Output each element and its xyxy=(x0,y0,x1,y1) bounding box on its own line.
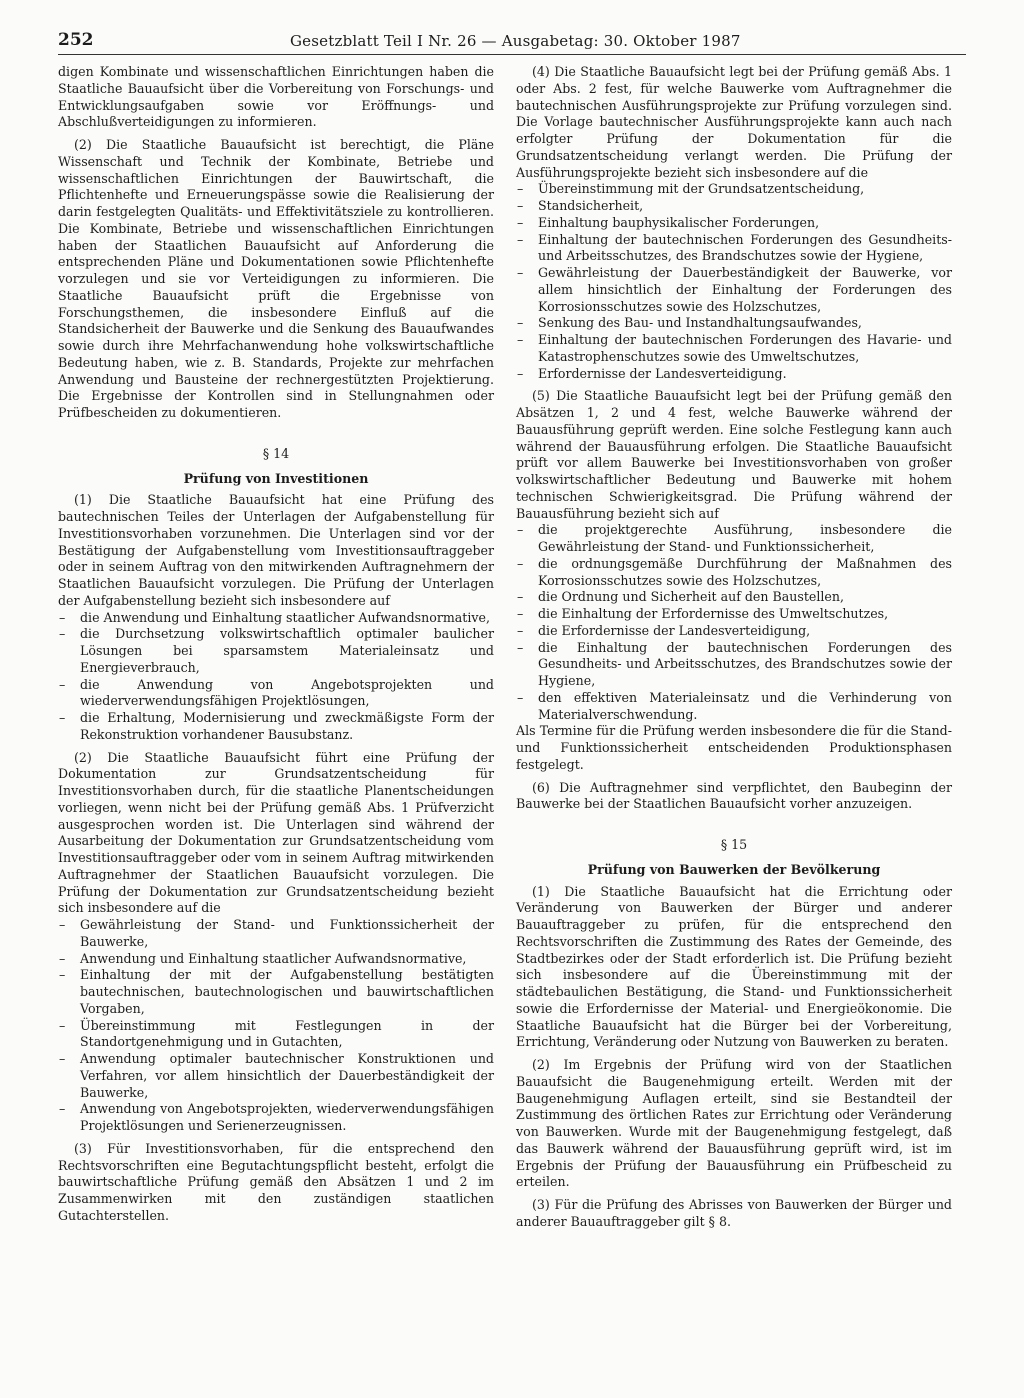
s14-list-2 xyxy=(58,917,494,1135)
list-item: – Übereinstimmung mit der Grundsatzentscheidung, xyxy=(516,181,952,198)
list-item: – Anwendung optimaler bautechnischer Konstruktionen und Verfahren, vor allem hinsichtlich der Dauerbeständigkeit der Bauwerke, xyxy=(58,1051,494,1101)
s15-paragraph-3: (3) Für die Prüfung des Abrisses von Bauwerken der Bürger und anderer Bauauftraggeber gilt § 8. xyxy=(516,1197,952,1229)
list-item: – Anwendung und Einhaltung staatlicher Aufwandsnormative, xyxy=(58,951,494,968)
list-item: – Übereinstimmung mit Festlegungen in der Standortgenehmigung und in Gutachten, xyxy=(58,1018,494,1052)
s14-paragraph-2: (2) Die Staatliche Bauaufsicht führt eine Prüfung der Dokumentation zur Grundsatzentscheidung für Investitionsvorhaben durch, für die staatliche Planentscheidungen vorliegen, wenn nicht bei der Prüfung gemäß Abs. 1 Prüfverzicht ausgesprochen worden ist. Die Unterlagen sind während der Ausarbeitung der Dokumentation zur Grundsatzentscheidung vom Investitionsauftraggeber oder vom in seinem Auftrag mitwirkenden Auftragnehmer der Staatlichen Bauaufsicht vorzulegen. Die Prüfung der Dokumentation zur Grundsatzentscheidung bezieht sich insbesondere auf die xyxy=(58,749,494,916)
list-item: – Einhaltung der bautechnischen Forderungen des Havarie- und Katastrophenschutzes sowie des Umweltschutzes, xyxy=(516,332,952,366)
s14-paragraph-5-conclusion: Als Termine für die Prüfung werden insbesondere die für die Stand- und Funktionssicherheit entscheidenden Produktionsphasen festgelegt. xyxy=(516,723,952,772)
list-item: – die Einhaltung der Erfordernisse des Umweltschutzes, xyxy=(516,606,952,623)
s15-paragraph-1: (1) Die Staatliche Bauaufsicht hat die Errichtung oder Veränderung von Bauwerken der Bürger und anderer Bauauftraggeber zu prüfen, für die entsprechend den Rechtsvorschriften die Zustimmung des Rates der Gemeinde, des Stadtbezirkes oder der Stadt erforderlich ist. Die Prüfung bezieht sich insbesondere auf die Übereinstimmung mit der städtebaulichen Bestätigung, die Stand- und Funktionssicherheit sowie die Erfordernisse der Material- und Energieökonomie. Die Staatliche Bauaufsicht hat die Bürger bei der Vorbereitung, Errichtung, Veränderung oder Nutzung von Bauwerken zu beraten. xyxy=(516,883,952,1050)
list-item: – die Anwendung und Einhaltung staatlicher Aufwandsnormative, xyxy=(58,610,494,627)
list-item: – Erfordernisse der Landesverteidigung. xyxy=(516,366,952,383)
list-item: – Anwendung von Angebotsprojekten, wiederverwendungsfähigen Projektlösungen und Serienerzeugnissen. xyxy=(58,1101,494,1135)
s14-paragraph-3: (3) Für Investitionsvorhaben, für die entsprechend den Rechtsvorschriften eine Begutachtungspflicht besteht, erfolgt die bauwirtschaftliche Prüfung gemäß den Absätzen 1 und 2 im Zusammenwirken mit den zuständigen staatlichen Gutachterstellen. xyxy=(58,1140,494,1223)
list-item: – Standsicherheit, xyxy=(516,198,952,215)
s14-paragraph-4: (4) Die Staatliche Bauaufsicht legt bei der Prüfung gemäß Abs. 1 oder Abs. 2 fest, für welche Bauwerke vom Auftragnehmer die bautechnischen Ausführungsprojekte zur Prüfung vorzulegen sind. Die Vorlage bautechnischer Ausführungsprojekte kann auch nach erfolgter Prüfung der Dokumentation für die Grundsatzentscheidung verlangt werden. Die Prüfung der Ausführungsprojekte bezieht sich insbesondere auf die xyxy=(516,64,952,180)
list-item: – die Anwendung von Angebotsprojekten und wiederverwendungsfähigen Projektlösungen, xyxy=(58,677,494,711)
list-item: – Gewährleistung der Dauerbeständigkeit der Bauwerke, vor allem hinsichtlich der Einhaltung der Forderungen des Korrosionsschutzes sowie des Holzschutzes, xyxy=(516,265,952,315)
s15-paragraph-2: (2) Im Ergebnis der Prüfung wird von der Staatlichen Bauaufsicht die Baugenehmigung erteilt. Werden mit der Baugenehmigung Auflagen erteilt, sind sie Bestandteil der Zustimmung des örtlichen Rates zur Errichtung oder Veränderung von Bauwerken. Wurde mit der Baugenehmigung festgelegt, daß das Bauwerk während der Bauausführung geprüft wird, ist im Ergebnis der Prüfung der Bauausführung ein Prüfbescheid zu erteilen. xyxy=(516,1057,952,1190)
paragraph-continued: digen Kombinate und wissenschaftlichen Einrichtungen haben die Staatliche Bauaufsicht über die Vorbereitung von Forschungs- und Entwicklungsaufgaben sowie vor Eröffnungs- und Abschlußverteidigungen zu informieren. xyxy=(58,64,494,130)
section-14-title: Prüfung von Investitionen xyxy=(183,470,369,486)
page-header xyxy=(58,32,966,55)
paragraph-2: (2) Die Staatliche Bauaufsicht ist berechtigt, die Pläne Wissenschaft und Technik der Kombinate, Betriebe und wissenschaftlichen Einrichtungen der Bauwirtschaft, die Pflichtenhefte und Erneuerungspässe sowie die Realisierung der darin festgelegten Qualitäts- und Effektivitätsziele zu kontrollieren. Die Kombinate, Betriebe und wissenschaftlichen Einrichtungen haben der Staatlichen Bauaufsicht auf Anforderung die entsprechenden Pläne und Dokumentationen sowie Pflichtenhefte vorzulegen und sie vor Verteidigungen zu informieren. Die Staatliche Bauaufsicht prüft die Ergebnisse von Forschungsthemen, die insbesondere Einfluß auf die Standsicherheit der Bauwerke und die Senkung des Bauaufwandes sowie durch ihre Mehrfachanwendung hohe volkswirtschaftliche Bedeutung haben, wie z. B. Standards, Projekte zur mehrfachen Anwendung und Bausteine der rechnergestützten Projektierung. Die Ergebnisse der Kontrollen sind in Stellungnahmen oder Prüfbescheiden zu dokumentieren. xyxy=(58,137,494,420)
list-item: – die Durchsetzung volkswirtschaftlich optimaler baulicher Lösungen bei sparsamstem Materialeinsatz und Energieverbrauch, xyxy=(58,626,494,676)
s14-paragraph-1: (1) Die Staatliche Bauaufsicht hat eine Prüfung des bautechnischen Teiles der Unterlagen der Aufgabenstellung für Investitionsvorhaben vorzunehmen. Die Unterlagen sind vor der Bestätigung der Aufgabenstellung vom Investitionsauftraggeber oder in seinem Auftrag von den mitwirkenden Auftragnehmern der Staatlichen Bauaufsicht vorzulegen. Die Prüfung der Unterlagen der Aufgabenstellung bezieht sich insbesondere auf xyxy=(58,492,494,608)
running-title: Gesetzblatt Teil I Nr. 26 — Ausgabetag: 30. Oktober 1987 xyxy=(290,32,741,50)
list-item: – die Erhaltung, Modernisierung und zweckmäßigste Form der Rekonstruktion vorhandener Bausubstanz. xyxy=(58,710,494,744)
s14-list-1 xyxy=(58,610,494,744)
list-item: – die projektgerechte Ausführung, insbesondere die Gewährleistung der Stand- und Funktionssicherheit, xyxy=(516,522,952,556)
page-number: 252 xyxy=(58,30,94,50)
list-item: – die Einhaltung der bautechnischen Forderungen des Gesundheits- und Arbeitsschutzes, des Brandschutzes sowie der Hygiene, xyxy=(516,640,952,690)
s14-list-4 xyxy=(516,181,952,382)
section-15-number: § 15 xyxy=(720,837,748,852)
right-column xyxy=(516,64,952,1231)
s14-paragraph-5: (5) Die Staatliche Bauaufsicht legt bei der Prüfung gemäß den Absätzen 1, 2 und 4 fest, welche Bauwerke während der Bauausführung geprüft werden. Eine solche Festlegung kann auch während der Bauausführung erfolgen. Die Staatliche Bauaufsicht prüft vor allem Bauwerke bei Investitionsvorhaben von großer volkswirtschaftlicher Bedeutung und Bauwerke mit hohem technischen Schwierigkeitsgrad. Die Prüfung während der Bauausführung bezieht sich auf xyxy=(516,388,952,521)
list-item: – Gewährleistung der Stand- und Funktionssicherheit der Bauwerke, xyxy=(58,917,494,951)
list-item: – die ordnungsgemäße Durchführung der Maßnahmen des Korrosionsschutzes sowie des Holzschutzes, xyxy=(516,556,952,590)
list-item: – Einhaltung der bautechnischen Forderungen des Gesundheits- und Arbeitsschutzes, des Brandschutzes sowie der Hygiene, xyxy=(516,232,952,266)
section-15-title: Prüfung von Bauwerken der Bevölkerung xyxy=(587,861,881,877)
list-item: – Einhaltung bauphysikalischer Forderungen, xyxy=(516,215,952,232)
list-item: – den effektiven Materialeinsatz und die Verhinderung von Materialverschwendung. xyxy=(516,690,952,724)
section-14-number: § 14 xyxy=(262,445,290,461)
left-column xyxy=(58,64,494,1225)
list-item: – die Erfordernisse der Landesverteidigung, xyxy=(516,623,952,640)
s14-paragraph-6: (6) Die Auftragnehmer sind verpflichtet, den Baubeginn der Bauwerke bei der Staatlichen Bauaufsicht vorher anzuzeigen. xyxy=(516,779,952,812)
list-item: – Einhaltung der mit der Aufgabenstellung bestätigten bautechnischen, bautechnologischen und bauwirtschaftlichen Vorgaben, xyxy=(58,967,494,1017)
list-item: – die Ordnung und Sicherheit auf den Baustellen, xyxy=(516,589,952,606)
s14-list-5 xyxy=(516,522,952,723)
list-item: – Senkung des Bau- und Instandhaltungsaufwandes, xyxy=(516,315,952,332)
